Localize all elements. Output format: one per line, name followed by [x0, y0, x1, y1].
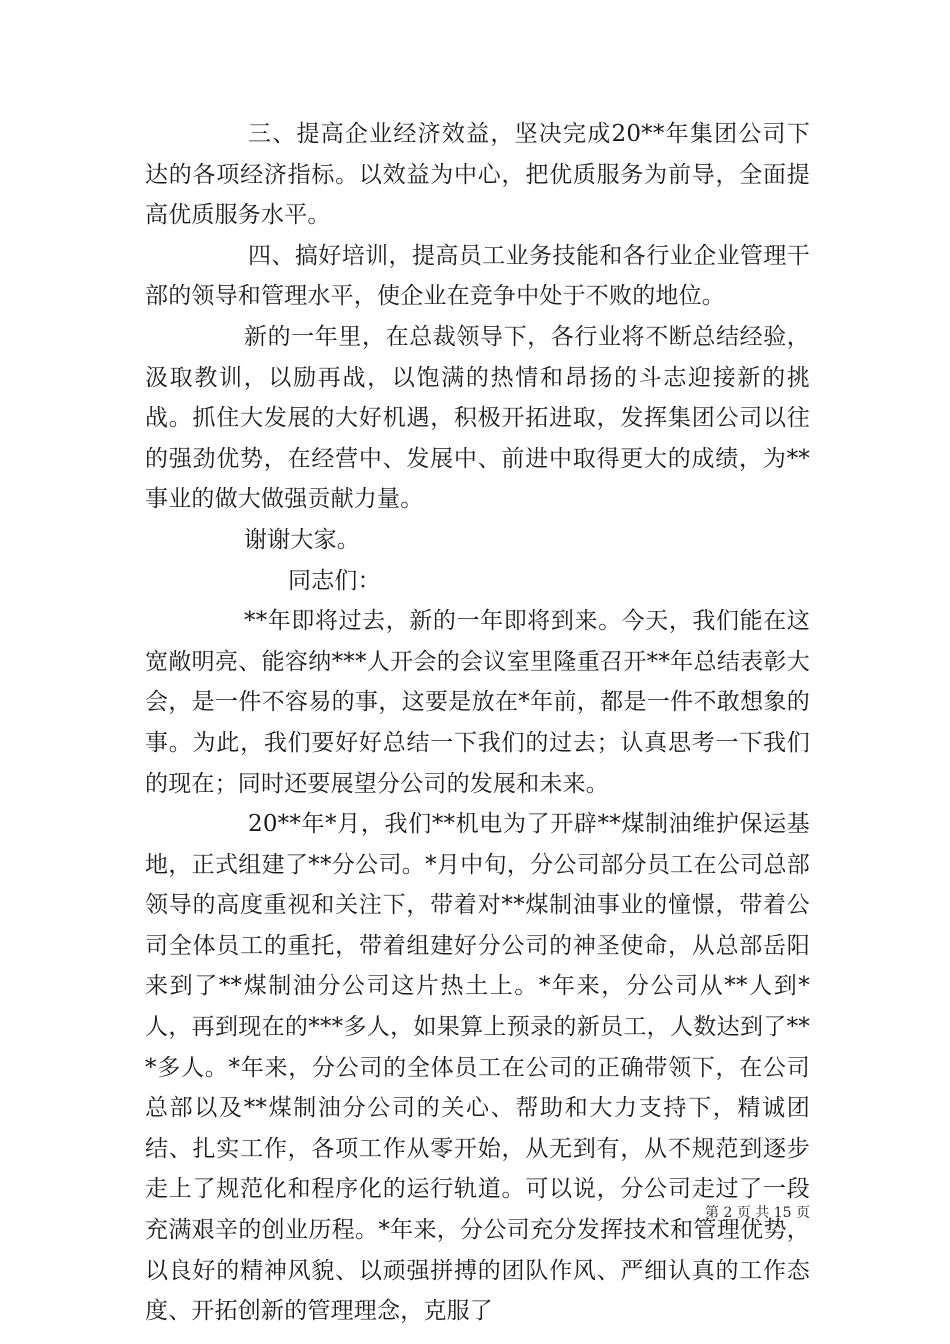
page-number-footer: 第 2 页 共 15 页	[705, 1205, 810, 1221]
paragraph-economic-benefit: 三、提高企业经济效益，坚决完成20**年集团公司下达的各项经济指标。以效益为中心，把优质服务为前导，全面提高优质服务水平。	[145, 121, 810, 229]
paragraph-new-year-outlook: 新的一年里，在总裁领导下，各行业将不断总结经验，汲取教训，以励再战，以饱满的热情和昂扬的斗志迎接新的挑战。抓住大发展的大好机遇，积极开拓进取，发挥集团公司以往的强劲优势，在经营中、发展中、前进中取得更大的成绩，为**事业的做大做强贡献力量。	[145, 323, 810, 513]
paragraph-year-review: **年即将过去，新的一年即将到来。今天，我们能在这宽敞明亮、能容纳***人开会的会议室里隆重召开**年总结表彰大会，是一件不容易的事，这要是放在*年前，都是一件不敢想象的事。为此，我们要好好总结一下我们的过去；认真思考一下我们的现在；同时还要展望分公司的发展和未来。	[145, 608, 810, 797]
paragraph-thanks: 谢谢大家。	[244, 526, 360, 553]
paragraph-training: 四、搞好培训，提高员工业务技能和各行业企业管理干部的领导和管理水平，使企业在竞争中处于不败的地位。	[145, 242, 810, 310]
paragraph-greeting: 同志们：	[288, 567, 381, 594]
paragraph-branch-history: 20**年*月，我们**机电为了开辟**煤制油维护保运基地，正式组建了**分公司。*月中旬，分公司部分员工在公司总部领导的高度重视和关注下，带着对**煤制油事业的憧憬，带着公司全体员工的重托，带着组建好分公司的神圣使命，从总部岳阳来到了**煤制油分公司这片热土上。*年来，分公司从**人到*人，再到现在的***多人，如果算上预录的新员工，人数达到了***多人。*年来，分公司的全体员工在公司的正确带领下，在公司总部以及**煤制油分公司的关心、帮助和大力支持下，精诚团结、扎实工作，各项工作从零开始，从无到有，从不规范到逐步走上了规范化和程序化的运行轨道。可以说，分公司走过了一段充满艰辛的创业历程。*年来，分公司充分发挥技术和管理优势，以良好的精神风貌、以顽强拼搏的团队作风、严细认真的工作态度、开拓创新的管理理念，克服了	[145, 811, 810, 1325]
document-body	[145, 114, 810, 1332]
